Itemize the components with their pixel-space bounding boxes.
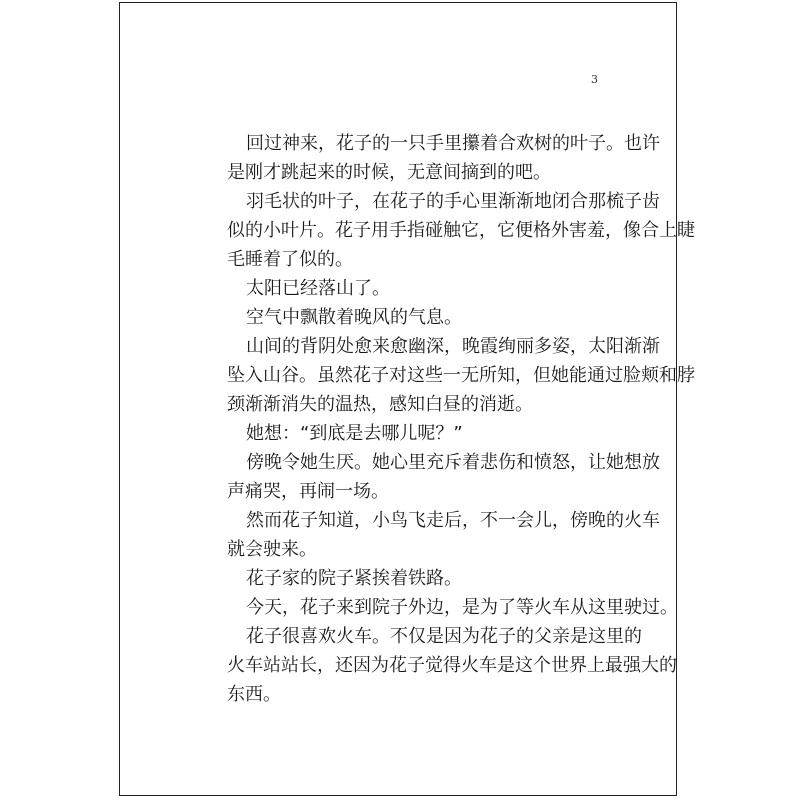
paragraph (227, 187, 695, 274)
text-line: 声痛哭，再闹一场。 (227, 481, 389, 502)
paragraph (227, 564, 607, 593)
paragraph (227, 622, 677, 709)
paragraph (227, 303, 607, 332)
text-line: 空气中飘散着晚风的气息。 (246, 307, 462, 328)
text-line: 羽毛状的叶子，在花子的手心里渐渐地闭合那梳子齿 (246, 191, 660, 212)
paragraph (227, 419, 607, 448)
text-line: 火车站站长，还因为花子觉得火车是这个世界上最强大的 (227, 655, 677, 676)
text-line: 太阳已经落山了。 (246, 278, 390, 299)
paragraph (227, 332, 695, 419)
paragraph (227, 593, 678, 622)
text-line: 是刚才跳起来的时候，无意间摘到的吧。 (227, 162, 551, 183)
text-line: 毛睡着了似的。 (227, 249, 353, 270)
text-line: 似的小叶片。花子用手指碰触它，它便格外害羞，像合上睫 (227, 220, 695, 241)
paragraph (227, 129, 660, 187)
book-page (119, 2, 695, 796)
body-text (227, 129, 695, 709)
text-line: 傍晚令她生厌。她心里充斥着悲伤和愤怒，让她想放 (246, 452, 660, 473)
text-line: 花子家的院子紧挨着铁路。 (246, 568, 462, 589)
text-line: 花子很喜欢火车。不仅是因为花子的父亲是这里的 (246, 626, 642, 647)
paragraph (227, 274, 607, 303)
text-line: 颈渐渐消失的温热，感知白昼的消逝。 (227, 394, 533, 415)
text-line: 然而花子知道，小鸟飞走后，不一会儿，傍晚的火车 (246, 510, 660, 531)
paragraph (227, 506, 660, 564)
text-line: 东西。 (227, 684, 281, 705)
page-number: 3 (591, 73, 598, 86)
text-line: 她想：“到底是去哪儿呢？” (246, 423, 463, 444)
paragraph (227, 448, 660, 506)
text-line: 坠入山谷。虽然花子对这些一无所知，但她能通过脸颊和脖 (227, 365, 695, 386)
text-line: 就会驶来。 (227, 539, 317, 560)
text-line: 回过神来，花子的一只手里攥着合欢树的叶子。也许 (246, 133, 660, 154)
text-line: 今天，花子来到院子外边，是为了等火车从这里驶过。 (246, 597, 678, 618)
text-line: 山间的背阴处愈来愈幽深，晚霞绚丽多姿，太阳渐渐 (246, 336, 660, 357)
